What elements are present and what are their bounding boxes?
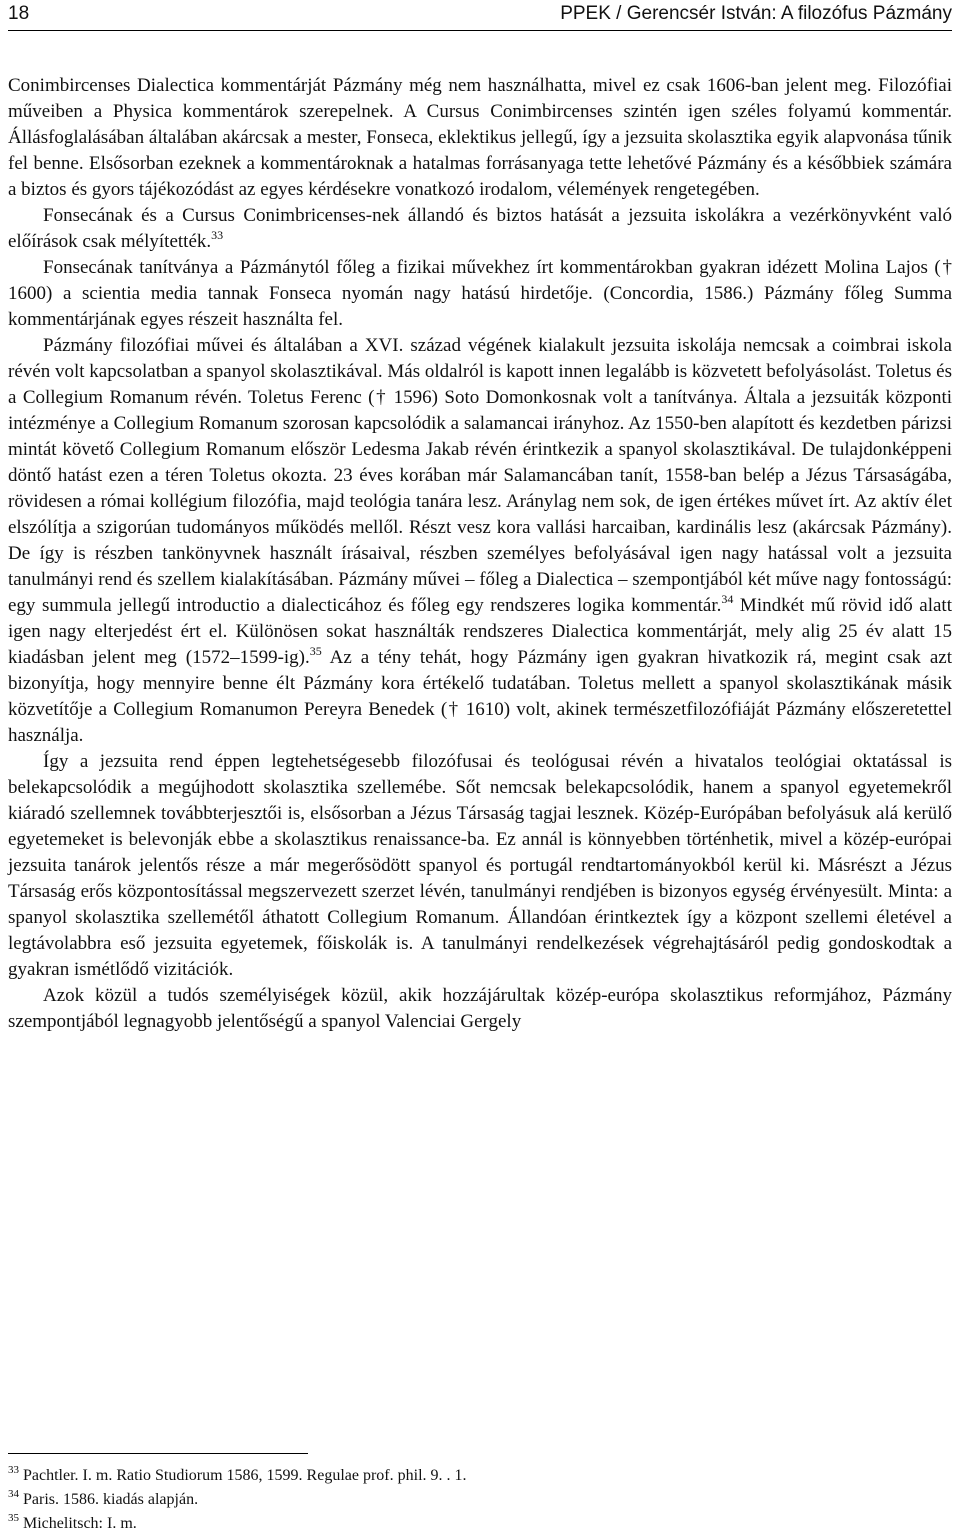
footnote-ref[interactable]: 35 bbox=[309, 644, 322, 658]
paragraph bbox=[8, 333, 952, 749]
paragraph-text: Az a tény tehát, hogy Pázmány igen gyakran hivatkozik rá, megint csak azt bizonyítja, hogy mennyire benne élt Pázmány kora értékelő tudatában. Toletus mellett a spanyol skolasztikának másik közvetítője a Collegium Romanumon Pereyra Benedek († 1610) volt, akinek természetfilozófiáját Pázmány előszeretettel használja. bbox=[8, 647, 952, 746]
footnote-ref[interactable]: 33 bbox=[211, 228, 224, 242]
footnote-ref[interactable]: 34 bbox=[721, 592, 734, 606]
footnote bbox=[8, 1512, 908, 1536]
footnote bbox=[8, 1488, 908, 1512]
footnote bbox=[8, 1464, 908, 1488]
paragraph bbox=[8, 203, 952, 255]
body-text bbox=[8, 73, 952, 1035]
paragraph bbox=[8, 73, 952, 203]
paragraph bbox=[8, 749, 952, 983]
footnotes bbox=[8, 1464, 908, 1536]
paragraph bbox=[8, 255, 952, 333]
paragraph-text: Mindkét mű rövid idő alatt igen nagy elterjedést ért el. Különösen sokat használták rendszeres Dialectica kommentárját, mely alig 25 év alatt 15 kiadásban jelent meg (1572–1599-ig). bbox=[8, 595, 952, 668]
footnote-text: Michelitsch: I. m. bbox=[19, 1515, 137, 1532]
footnote-number: 33 bbox=[8, 1464, 19, 1476]
running-title: PPEK / Gerencsér István: A filozófus Pázmány bbox=[560, 3, 952, 24]
paragraph-text: Fonsecának és a Cursus Conimbricenses-nek állandó és biztos hatását a jezsuita iskolákra a vezérkönyvként való előírások csak mélyítették. bbox=[8, 205, 952, 252]
footnote-number: 34 bbox=[8, 1488, 19, 1500]
paragraph-text: Pázmány filozófiai művei és általában a XVI. század végének kialakult jezsuita iskolája nemcsak a coimbrai iskola révén volt kapcsolatban a spanyol skolasztikával. Más oldalról is kapott innen legalább is közvetett befolyásolást. Toletus és a Collegium Romanum révén. Toletus Ferenc († 1596) Soto Domonkosnak volt a tanítványa. Általa a jezsuiták központi intézménye a Collegium Romanum szorosan kapcsolódik a salamancai irányhoz. Az 1550-ben alapított és kezdetben párizsi mintát követő Collegium Romanum először Ledesma Jakab révén érintkezik a spanyol skolasztikával. De tulajdonképpeni döntő hatást ezen a téren Toletus okozta. 23 éves korában már Salamancában tanít, 1558-ban belép a Jézus Társaságába, rövidesen a római kollégium filozófia, majd teológia tanára lesz. Aránylag nem sok, de igen értékes művet írt. Az aktív élet elszólítja a szigorúan tudományos működés mellől. Részt vesz kora vallási harcaiban, kardinális lesz (akárcsak Pázmány). De így is részben tankönyvnek használt írásaival, részben személyes befolyásával igen nagy hatással volt a jezsuita tanulmányi rend és szellem kialakításában. Pázmány művei – főleg a Dialectica – szempontjából két műve nagy fontosságú: egy summula jellegű introductio a dialecticához és főleg egy rendszeres logika kommentár. bbox=[8, 335, 952, 616]
paragraph-text: Conimbircenses Dialectica kommentárját Pázmány még nem használhatta, mivel ez csak 1606-ban jelent meg. Filozófiai műveiben a Physica kommentárok szerepelnek. A Cursus Conimbircenses szintén igen széles folyamú kommentár. Állásfoglalásában általában akárcsak a mester, Fonseca, eklektikus jellegű, így a jezsuita skolasztika egyik alapvonása tűnik fel benne. Elsősorban ezeknek a kommentároknak a hatalmas forrásanyaga tette lehetővé Pázmány és a későbbiek számára a biztos és gyors tájékozódást az egyes kérdésekre vonatkozó irodalom, vélemények rengetegében. bbox=[8, 75, 952, 200]
footnote-text: Pachtler. I. m. Ratio Studiorum 1586, 1599. Regulae prof. phil. 9. . 1. bbox=[19, 1467, 467, 1484]
paragraph-text: Azok közül a tudós személyiségek közül, akik hozzájárultak közép-európa skolasztikus reformjához, Pázmány szempontjából legnagyobb jelentőségű a spanyol Valenciai Gergely bbox=[8, 985, 952, 1032]
footnote-number: 35 bbox=[8, 1512, 19, 1524]
footnote-text: Paris. 1586. kiadás alapján. bbox=[19, 1491, 199, 1508]
paragraph bbox=[8, 983, 952, 1035]
page-number: 18 bbox=[8, 3, 30, 24]
paragraph-text: Így a jezsuita rend éppen legtehetségesebb filozófusai és teológusai révén a hivatalos teológiai oktatással is belekapcsolódik a megújhodott skolasztika szellemébe. Sőt nemcsak belekapcsolódik, hanem a spanyol egyetemekről kiáradó szellemnek továbbterjesztői is, elsősorban a Jézus Társaság tagjai lesznek. Közép-Európában befolyásuk alá kerülő egyetemeket is belevonják ebbe a skolasztikus renaissance-ba. Ez annál is könnyebben történhetik, mivel a közép-európai jezsuita tanárok jelentős része a már megerősödött spanyol és portugál rendtartományokból kerül ki. Másrészt a Jézus Társaság erős központosítással megszervezett szerzet lévén, tanulmányi rendjében is bizonyos egység érvényesült. Minta: a spanyol skolasztika szellemétől áthatott Collegium Romanum. Állandóan érintkeztek így a központ szellemi életével a legtávolabbra eső jezsuita egyetemek, főiskolák is. A tanulmányi rendelkezések végrehajtásáról pedig gondoskodtak a gyakran ismétlődő vizitációk. bbox=[8, 751, 952, 980]
paragraph-text: Fonsecának tanítványa a Pázmánytól főleg a fizikai művekhez írt kommentárokban gyakran idézett Molina Lajos († 1600) a scientia media tannak Fonseca nyomán nagy hatású hirdetője. (Concordia, 1586.) Pázmány főleg Summa kommentárjának egyes részeit használta fel. bbox=[8, 257, 952, 330]
page-header bbox=[8, 0, 952, 27]
header-rule bbox=[8, 30, 952, 31]
footnote-separator bbox=[8, 1453, 308, 1454]
